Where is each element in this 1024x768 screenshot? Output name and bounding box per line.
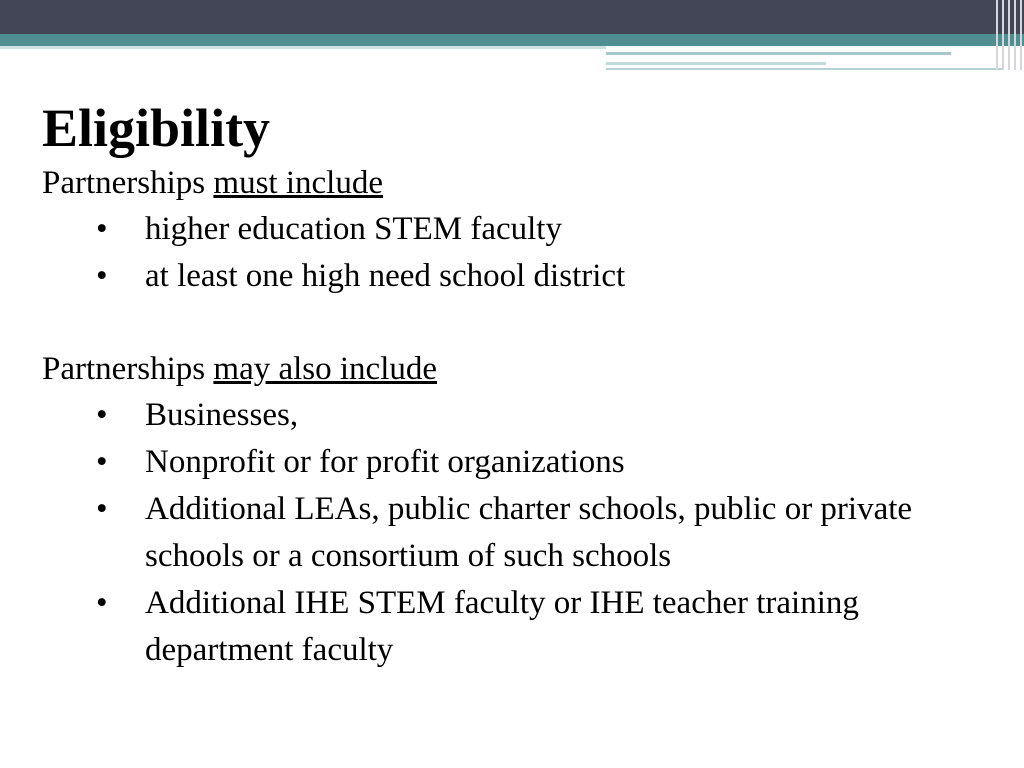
spacer xyxy=(42,300,982,346)
header-dark-band xyxy=(0,0,1024,34)
lead-prefix: Partnerships xyxy=(42,351,214,387)
header-right-stripes xyxy=(994,0,1024,70)
bullet-icon: • xyxy=(96,444,108,480)
bullet-icon: • xyxy=(96,211,108,247)
list-item xyxy=(42,486,982,580)
bullet-icon: • xyxy=(96,585,108,621)
slide-title: Eligibility xyxy=(42,98,271,158)
list-item xyxy=(42,253,982,300)
lead-emphasis: must include xyxy=(213,165,383,201)
list-item xyxy=(42,392,982,439)
section-lead-may-also-include xyxy=(42,346,982,392)
header-accent-line xyxy=(0,46,606,49)
list-item-text: Additional IHE STEM faculty or IHE teacher training department faculty xyxy=(145,585,859,668)
slide-content xyxy=(42,96,982,674)
header-teal-band xyxy=(0,34,1024,46)
header-accent-line xyxy=(606,68,1002,70)
lead-prefix: Partnerships xyxy=(42,165,214,201)
list-item xyxy=(42,439,982,486)
header-accent-line xyxy=(606,52,951,55)
may-also-include-list xyxy=(42,392,982,674)
list-item-text: Businesses, xyxy=(145,397,299,433)
section-lead-must-include xyxy=(42,160,982,206)
list-item-text: at least one high need school district xyxy=(145,258,626,294)
must-include-list xyxy=(42,206,982,300)
list-item-text: Additional LEAs, public charter schools, public or private schools or a consortium of such schools xyxy=(145,491,913,574)
bullet-icon: • xyxy=(96,397,108,433)
list-item xyxy=(42,580,982,674)
lead-emphasis: may also include xyxy=(213,351,438,387)
bullet-icon: • xyxy=(96,491,108,527)
header-accent-line xyxy=(606,62,826,65)
list-item-text: Nonprofit or for profit organizations xyxy=(145,444,625,480)
bullet-icon: • xyxy=(96,258,108,294)
list-item xyxy=(42,206,982,253)
list-item-text: higher education STEM faculty xyxy=(145,211,562,247)
